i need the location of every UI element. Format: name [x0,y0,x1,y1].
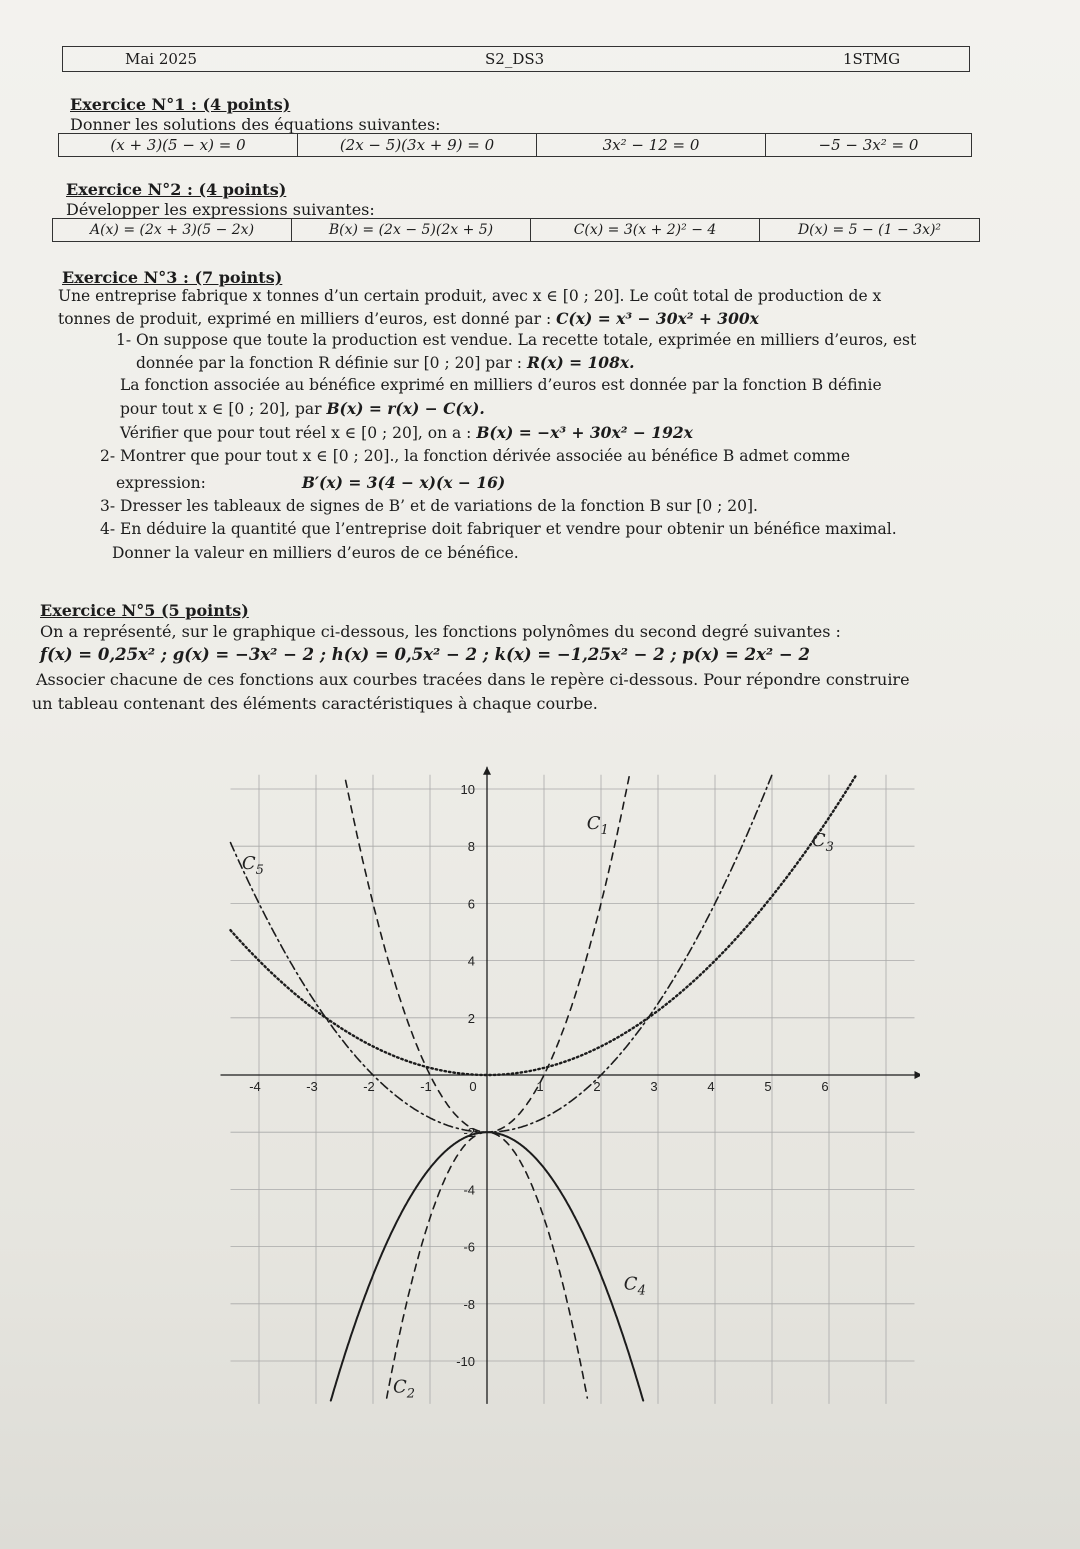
ex3-q4-b: Donner la valeur en milliers d’euros de ce bénéfice. [112,544,519,562]
x-tick-label: 6 [821,1079,829,1094]
header-date: Mai 2025 [125,50,198,68]
y-tick-label: 2 [467,1010,475,1026]
ex2-expr-3: C(x) = 3(x + 2)² − 4 [531,219,760,242]
ex3-revenue-formula: R(x) = 108x. [526,353,635,372]
ex1-eq-3: 3x² − 12 = 0 [537,134,766,157]
ex1-instruction: Donner les solutions des équations suivantes: [70,115,441,134]
y-tick-label: 4 [467,953,475,969]
x-tick-label: 0 [469,1079,477,1094]
ex3-benefit-def: B(x) = r(x) − C(x). [326,399,485,418]
x-tick-label: -4 [249,1079,261,1094]
curve-c3 [231,775,857,1075]
ex2-expr-1: A(x) = (2x + 3)(5 − 2x) [53,219,292,242]
ex2-title: Exercice N°2 : (4 points) [66,180,287,199]
ex3-q1-c: La fonction associée au bénéfice exprimé en milliers d’euros est donnée par la fonction B définie [120,376,882,394]
y-tick-label: 10 [460,782,475,797]
ex3-q1-b [136,353,635,372]
y-tick-label: -4 [463,1182,475,1198]
ex3-q1-e-text: Vérifier que pour tout réel x ∈ [0 ; 20], on a : [120,424,477,442]
curve-label-c1: $C_1$ [586,813,609,839]
ex5-title: Exercice N°5 (5 points) [40,601,249,620]
header-code: S2_DS3 [485,50,545,68]
curve-label-c5: $C_5$ [241,853,264,879]
curve-label-c2: $C_2$ [392,1376,416,1402]
y-tick-label: -6 [463,1239,475,1255]
ex5-task-1: Associer chacune de ces fonctions aux courbes tracées dans le repère ci-dessous. Pour répondre construire [36,670,910,689]
ex3-q3: 3- Dresser les tableaux de signes de B’ et de variations de la fonction B sur [0 ; 20]. [100,497,758,515]
parabola-graph [200,725,920,1425]
y-tick-label: 8 [467,839,475,855]
y-tick-label: 6 [467,896,475,912]
x-tick-label: 5 [764,1079,772,1094]
curve-labels [242,813,834,1401]
ex2-expr-4: D(x) = 5 − (1 − 3x)² [760,219,980,242]
ex3-intro-2 [58,309,759,328]
ex2-instruction: Développer les expressions suivantes: [66,200,375,219]
x-tick-label: -2 [363,1079,375,1094]
x-tick-label: 2 [593,1079,601,1094]
ex2-expr-2: B(x) = (2x − 5)(2x + 5) [292,219,531,242]
grid [231,775,915,1404]
ex3-derivative-formula: B′(x) = 3(4 − x)(x − 16) [301,473,506,492]
ex1-eq-1: (x + 3)(5 − x) = 0 [59,134,298,157]
ex1-eq-2: (2x − 5)(3x + 9) = 0 [298,134,537,157]
ex3-title: Exercice N°3 : (7 points) [62,268,283,287]
x-tick-label: -1 [420,1079,432,1094]
ex3-intro-2-text: tonnes de produit, exprimé en milliers d’euros, est donné par : [58,310,557,328]
ex3-q4-a: 4- En déduire la quantité que l’entreprise doit fabriquer et vendre pour obtenir un bénéfice maximal. [100,520,897,538]
ex1-eq-4: −5 − 3x² = 0 [766,134,972,157]
x-tick-label: 3 [650,1079,658,1094]
x-tick-label: 1 [536,1079,544,1094]
y-tick-label: -10 [456,1354,475,1369]
ex5-functions: f(x) = 0,25x² ; g(x) = −3x² − 2 ; h(x) = 0,5x² − 2 ; k(x) = −1,25x² − 2 ; p(x) = 2x² − 2 [40,645,810,664]
x-axis-arrow [915,1071,921,1079]
y-tick-label: -2 [463,1125,475,1141]
curve-label-c4: $C_4$ [623,1273,646,1299]
ex1-title: Exercice N°1 : (4 points) [70,95,291,114]
ex3-q1-e [120,423,693,442]
ex3-q2-a: 2- Montrer que pour tout x ∈ [0 ; 20]., la fonction dérivée associée au bénéfice B admet comme [100,447,851,465]
ex1-table [58,133,972,157]
ex3-q1-a: 1- On suppose que toute la production est vendue. La recette totale, exprimée en milliers d’euros, est [116,331,917,349]
ex5-intro: On a représenté, sur le graphique ci-dessous, les fonctions polynômes du second degré suivantes : [40,622,841,641]
ex2-table [52,218,980,242]
ex3-intro-1: Une entreprise fabrique x tonnes d’un certain produit, avec x ∈ [0 ; 20]. Le coût total de production de x [58,287,882,305]
ex3-q1-d-text: pour tout x ∈ [0 ; 20], par [120,400,327,418]
header-class: 1STMG [843,50,901,68]
y-axis-arrow [483,767,491,775]
ex3-q1-d [120,399,485,418]
header-box [62,46,970,72]
ex3-q1-b-text: donnée par la fonction R définie sur [0 ; 20] par : [136,354,527,372]
ex3-q2-b-text: expression: [116,474,206,492]
y-tick-label: -8 [463,1296,475,1312]
x-tick-label: 4 [707,1079,715,1094]
curve-label-c3: $C_3$ [811,830,834,856]
ex3-q2-b [116,473,505,492]
ex3-cost-formula: C(x) = x³ − 30x² + 300x [556,309,759,328]
x-tick-label: -3 [306,1079,318,1094]
ex3-benefit-formula: B(x) = −x³ + 30x² − 192x [476,423,693,442]
ex5-task-2: un tableau contenant des éléments caractéristiques à chaque courbe. [32,694,598,713]
axes [221,767,921,1404]
